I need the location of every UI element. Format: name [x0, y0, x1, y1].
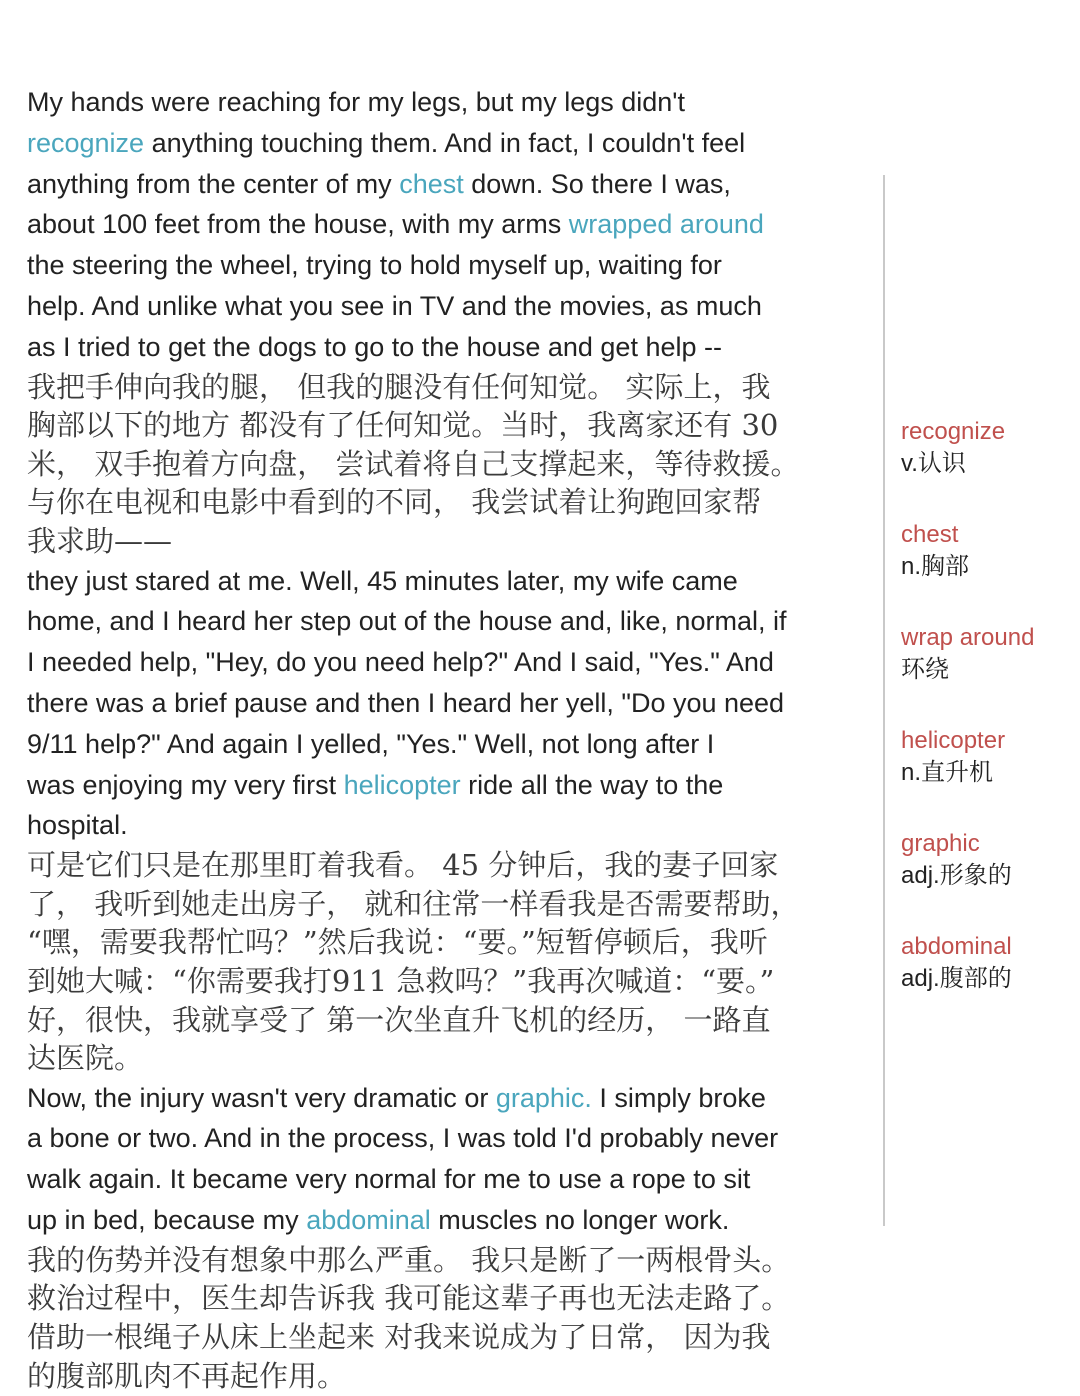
- glossary-term: wrap around: [901, 624, 1035, 651]
- english-line: [27, 164, 872, 205]
- english-line: [27, 765, 872, 806]
- highlighted-vocabulary-word: chest: [399, 168, 464, 199]
- chinese-line: 我的伤势并没有想象中那么严重。 我只是断了一两根骨头。: [27, 1242, 791, 1277]
- text-segment: 9/11 help?" And again I yelled, "Yes." Well, not long after I: [27, 728, 715, 759]
- text-segment: anything touching them. And in fact, I couldn't feel: [144, 127, 746, 158]
- chinese-line: 我求助——: [27, 523, 173, 558]
- english-line: [27, 805, 872, 846]
- glossary-term: abdominal: [901, 933, 1012, 960]
- glossary-definition: n.胸部: [901, 553, 970, 580]
- highlighted-vocabulary-word: recognize: [27, 127, 145, 158]
- highlighted-vocabulary-word: helicopter: [343, 769, 461, 800]
- english-line: [27, 82, 872, 123]
- highlighted-vocabulary-word: wrapped around: [568, 209, 764, 240]
- english-line: [27, 561, 872, 602]
- text-segment: the steering the wheel, trying to hold myself up, waiting for: [27, 250, 722, 281]
- glossary-entry: [901, 622, 1076, 725]
- chinese-line: 米， 双手抱着方向盘， 尝试着将自己支撑起来，等待救援。: [27, 446, 800, 481]
- text-segment: hospital.: [27, 810, 128, 841]
- text-segment: I needed help, "Hey, do you need help?" And I said, "Yes." And: [27, 647, 774, 678]
- glossary-term: chest: [901, 521, 959, 548]
- chinese-line: 与你在电视和电影中看到的不同， 我尝试着让狗跑回家帮: [27, 485, 762, 520]
- chinese-line: 达医院。: [27, 1041, 144, 1076]
- english-line: [27, 724, 872, 765]
- highlighted-vocabulary-word: abdominal: [306, 1205, 431, 1236]
- article-body: [27, 82, 872, 1395]
- english-line: [27, 1200, 872, 1241]
- english-line: [27, 204, 872, 245]
- text-segment: I simply broke: [591, 1082, 766, 1113]
- english-line: [27, 327, 872, 368]
- glossary-definition: v.认识: [901, 450, 966, 477]
- glossary-term: recognize: [901, 418, 1006, 445]
- glossary-definition: 环绕: [901, 656, 949, 683]
- chinese-line: 我把手伸向我的腿， 但我的腿没有任何知觉。 实际上，我: [27, 369, 771, 404]
- chinese-line: 好，很快，我就享受了 第一次坐直升飞机的经历， 一路直: [27, 1002, 771, 1037]
- chinese-translation: [27, 1241, 872, 1395]
- english-line: [27, 683, 872, 724]
- glossary-term: graphic: [901, 830, 980, 857]
- text-segment: up in bed, because my: [27, 1205, 307, 1236]
- english-line: [27, 642, 872, 683]
- glossary-entry: [901, 519, 1076, 622]
- chinese-line: “嘿，需要我帮忙吗？”然后我说：“要。”短暂停顿后，我听: [27, 925, 768, 960]
- english-line: [27, 245, 872, 286]
- text-segment: help. And unlike what you see in TV and the movies, as much: [27, 290, 762, 321]
- text-segment: as I tried to get the dogs to go to the house and get help --: [27, 331, 722, 362]
- text-segment: Now, the injury wasn't very dramatic or: [27, 1082, 496, 1113]
- text-segment: there was a brief pause and then I heard her yell, "Do you need: [27, 687, 785, 718]
- text-segment: was enjoying my very first: [27, 769, 344, 800]
- english-paragraph: [27, 82, 872, 368]
- english-line: [27, 1118, 872, 1159]
- english-line: [27, 1159, 872, 1200]
- chinese-translation: [27, 368, 872, 561]
- chinese-line: 胸部以下的地方 都没有了任何知觉。当时，我离家还有 30: [27, 408, 779, 443]
- english-line: [27, 286, 872, 327]
- glossary-definition: adj.形象的: [901, 862, 1012, 889]
- glossary-entry: [901, 416, 1076, 519]
- text-segment: My hands were reaching for my legs, but my legs didn't: [27, 87, 685, 117]
- text-segment: down. So there I was,: [463, 168, 731, 199]
- english-paragraph: [27, 561, 872, 847]
- divider-line: [883, 175, 885, 1226]
- text-segment: about 100 feet from the house, with my arms: [27, 209, 569, 240]
- text-segment: they just stared at me. Well, 45 minutes later, my wife came: [27, 565, 738, 596]
- glossary-definition: n.直升机: [901, 759, 994, 786]
- english-line: [27, 601, 872, 642]
- glossary-term: helicopter: [901, 727, 1006, 754]
- glossary-entry: [901, 725, 1076, 828]
- text-segment: a bone or two. And in the process, I was told I'd probably never: [27, 1123, 779, 1154]
- english-paragraph: [27, 1078, 872, 1241]
- chinese-line: 到她大喊：“你需要我打911 急救吗？”我再次喊道：“要。”: [27, 963, 775, 998]
- highlighted-vocabulary-word: graphic.: [495, 1082, 592, 1113]
- vocabulary-sidebar: [901, 416, 1076, 1034]
- glossary-entry: [901, 828, 1076, 931]
- chinese-line: 了， 我听到她走出房子， 就和往常一样看我是否需要帮助，: [27, 886, 800, 921]
- english-line: [27, 123, 872, 164]
- text-segment: ride all the way to the: [460, 769, 724, 800]
- chinese-line: 的腹部肌肉不再起作用。: [27, 1358, 347, 1393]
- glossary-entry: [901, 931, 1076, 1034]
- english-line: [27, 1078, 872, 1119]
- text-segment: anything from the center of my: [27, 168, 400, 199]
- chinese-translation: [27, 846, 872, 1078]
- chinese-line: 可是它们只是在那里盯着我看。 45 分钟后，我的妻子回家: [27, 848, 779, 883]
- glossary-definition: adj.腹部的: [901, 965, 1012, 992]
- text-segment: home, and I heard her step out of the house and, like, normal, if: [27, 606, 787, 637]
- chinese-line: 借助一根绳子从床上坐起来 对我来说成为了日常， 因为我: [27, 1320, 771, 1355]
- chinese-line: 救治过程中，医生却告诉我 我可能这辈子再也无法走路了。: [27, 1281, 791, 1316]
- text-segment: muscles no longer work.: [430, 1205, 730, 1236]
- text-segment: walk again. It became very normal for me to use a rope to sit: [27, 1164, 751, 1195]
